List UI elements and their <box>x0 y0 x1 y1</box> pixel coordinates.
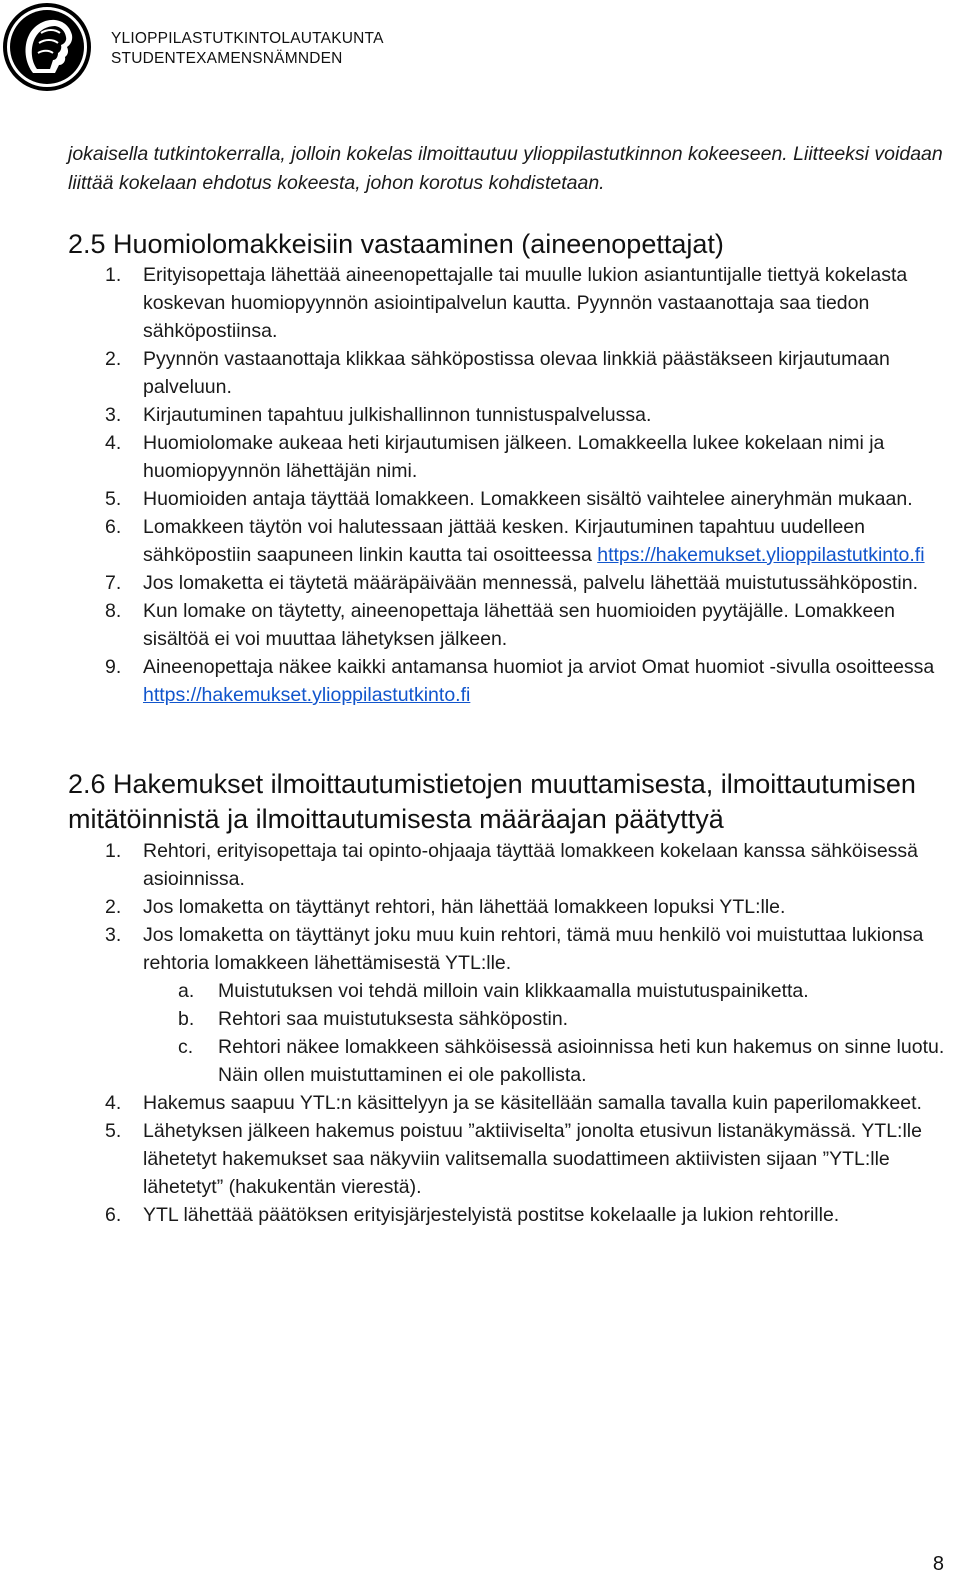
list-item <box>68 513 948 569</box>
list-item <box>68 1117 948 1201</box>
list-item-text: Rehtori saa muistutuksesta sähköpostin. <box>218 1008 569 1030</box>
service-link[interactable]: https://hakemukset.ylioppilastutkinto.fi <box>143 684 471 706</box>
list-item-text: Lomakkeen täytön voi halutessaan jättää kesken. Kirjautuminen tapahtuu uudelleen sähköpostiin saapuneen linkin kautta tai osoitteessa <box>143 516 865 566</box>
document-body <box>68 140 948 1229</box>
list-item <box>68 921 948 1089</box>
list-item-number: 6. <box>105 1204 122 1226</box>
list-item-number: 3. <box>105 924 122 946</box>
org-name-swedish: STUDENTEXAMENSNÄMNDEN <box>111 50 343 67</box>
section-2-5-steps <box>68 261 948 709</box>
list-item-text: Kirjautuminen tapahtuu julkishallinnon tunnistuspalvelussa. <box>143 404 652 426</box>
list-item-number: 4. <box>105 1092 122 1114</box>
list-item <box>143 1005 948 1033</box>
list-item <box>68 893 948 921</box>
list-item-number: 1. <box>105 264 122 286</box>
list-item-number: b. <box>178 1008 195 1030</box>
list-item-text: Rehtori, erityisopettaja tai opinto-ohjaaja täyttää lomakkeen kokelaan kanssa sähköisessä asioinnissa. <box>143 840 919 890</box>
list-item-text: Aineenopettaja näkee kaikki antamansa huomiot ja arviot Omat huomiot -sivulla osoitteessa <box>143 656 935 678</box>
list-item-text: Erityisopettaja lähettää aineenopettajalle tai muulle lukion asiantuntijalle tiettyä kokelasta koskevan huomiopyynnön asiointipalvelun kautta. Pyynnön vastaanottaja saa tiedon sähköpostiinsa. <box>143 264 908 342</box>
list-item-text: YTL lähettää päätöksen erityisjärjestelyistä postitse kokelaalle ja lukion rehtorille. <box>143 1204 840 1226</box>
intro-paragraph: jokaisella tutkintokerralla, jolloin kokelas ilmoittautuu ylioppilastutkinnon kokeeseen. Liitteeksi voidaan liittää kokelaan ehdotus kokeesta, johon korotus kohdistetaan. <box>68 143 943 194</box>
list-item <box>143 1033 948 1089</box>
sub-list <box>143 977 948 1089</box>
list-item-number: 5. <box>105 1120 122 1142</box>
list-item <box>68 597 948 653</box>
list-item-text: Jos lomaketta on täyttänyt rehtori, hän lähettää lomakkeen lopuksi YTL:lle. <box>143 896 786 918</box>
list-item-text: Huomiolomake aukeaa heti kirjautumisen jälkeen. Lomakkeella lukee kokelaan nimi ja huomiopyynnön lähettäjän nimi. <box>143 432 885 482</box>
list-item <box>68 1089 948 1117</box>
list-item-number: 1. <box>105 840 122 862</box>
list-item-text: Lähetyksen jälkeen hakemus poistuu ”aktiiviselta” jonolta etusivun listanäkymässä. YTL:lle lähetetyt hakemukset saa näkyviin valitsemalla suodattimeen aktiivisten sijaan ”YTL:lle lähetetyt” (hakukentän vierestä). <box>143 1120 922 1198</box>
list-item <box>143 977 948 1005</box>
list-item-number: 2. <box>105 348 122 370</box>
page-header <box>0 0 960 100</box>
list-item <box>68 837 948 893</box>
list-item <box>68 261 948 345</box>
list-item <box>68 401 948 429</box>
list-item-number: 5. <box>105 488 122 510</box>
section-2-6-steps <box>68 837 948 1229</box>
list-item-text: Jos lomaketta ei täytetä määräpäivään mennessä, palvelu lähettää muistutussähköpostin. <box>143 572 919 594</box>
section-heading-2-6: 2.6 Hakemukset ilmoittautumistietojen muuttamisesta, ilmoittautumisen mitätöinnistä ja ilmoittautumisesta määräajan päätyttyä <box>68 769 916 834</box>
list-item <box>68 485 948 513</box>
list-item-text: Muistutuksen voi tehdä milloin vain klikkaamalla muistutuspainiketta. <box>218 980 809 1002</box>
list-item-number: c. <box>178 1036 194 1058</box>
list-item <box>68 653 948 709</box>
org-name-finnish: YLIOPPILASTUTKINTOLAUTAKUNTA <box>111 30 384 47</box>
page-number: 8 <box>932 1553 944 1575</box>
list-item-text: Huomioiden antaja täyttää lomakkeen. Lomakkeen sisältö vaihtelee aineryhmän mukaan. <box>143 488 913 510</box>
list-item-text: Hakemus saapuu YTL:n käsittelyyn ja se käsitellään samalla tavalla kuin paperilomakkeet. <box>143 1092 922 1114</box>
minerva-head-logo-icon <box>3 3 91 91</box>
list-item <box>68 345 948 401</box>
list-item-text: Pyynnön vastaanottaja klikkaa sähköpostissa olevaa linkkiä päästäkseen kirjautumaan palveluun. <box>143 348 890 398</box>
list-item <box>68 569 948 597</box>
list-item-number: 2. <box>105 896 122 918</box>
list-item <box>68 429 948 485</box>
service-link[interactable]: https://hakemukset.ylioppilastutkinto.fi <box>597 544 925 566</box>
list-item <box>68 1201 948 1229</box>
organization-name <box>111 29 384 69</box>
list-item-number: 8. <box>105 600 122 622</box>
list-item-number: 3. <box>105 404 122 426</box>
list-item-text: Jos lomaketta on täyttänyt joku muu kuin rehtori, tämä muu henkilö voi muistuttaa lukionsa rehtoria lomakkeen lähettämisestä YTL:lle. <box>143 924 924 974</box>
list-item-text: Kun lomake on täytetty, aineenopettaja lähettää sen huomioiden pyytäjälle. Lomakkeen sisältöä ei voi muuttaa lähetyksen jälkeen. <box>143 600 895 650</box>
list-item-number: 4. <box>105 432 122 454</box>
list-item-number: a. <box>178 980 195 1002</box>
list-item-number: 9. <box>105 656 122 678</box>
list-item-text: Rehtori näkee lomakkeen sähköisessä asioinnissa heti kun hakemus on sinne luotu. Näin ollen muistuttaminen ei ole pakollista. <box>218 1036 945 1086</box>
list-item-number: 6. <box>105 516 122 538</box>
list-item-number: 7. <box>105 572 122 594</box>
section-heading-2-5: 2.5 Huomiolomakkeisiin vastaaminen (aineenopettajat) <box>68 229 724 259</box>
